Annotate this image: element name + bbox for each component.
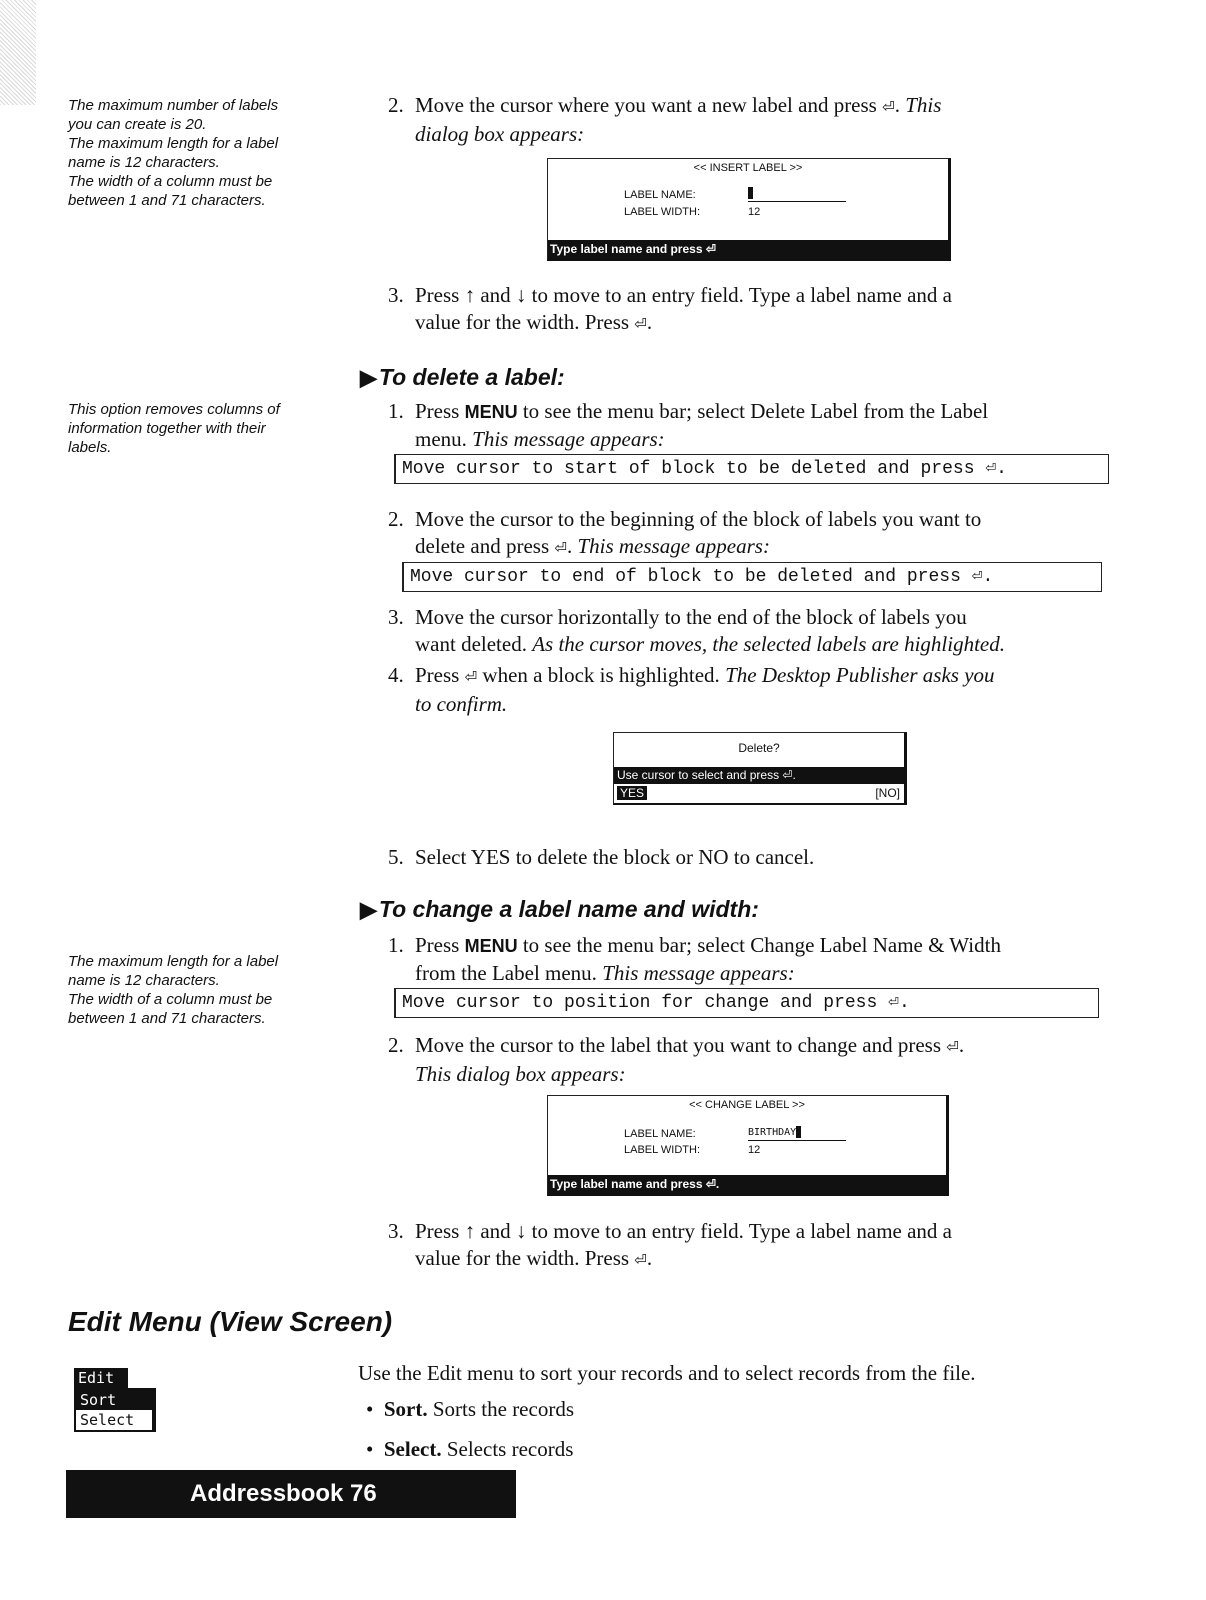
change-step-3: 3. Press ↑ and ↓ to move to an entry field. Type a label name and a value for the width. Press ⏎. [388, 1218, 1108, 1274]
enter-key-icon: ⏎ [971, 567, 983, 587]
step-text: Move the cursor to the label that you want to change and press [415, 1033, 942, 1057]
no-option[interactable]: [NO] [875, 786, 900, 800]
step-number: 3. [388, 1219, 404, 1243]
step-emphasis: This message appears: [577, 534, 770, 558]
sidenote-line: between 1 and 71 characters. [68, 1010, 266, 1027]
heading-text: To delete a label: [378, 364, 565, 390]
delete-label-heading [360, 364, 565, 391]
step-text: Move the cursor horizontally to the end of the block of labels you [415, 605, 967, 629]
enter-key-icon: ⏎ [705, 1177, 716, 1191]
delete-step-4 [388, 662, 1108, 718]
insert-label-dialog [547, 158, 951, 261]
step-text: menu. [415, 427, 467, 451]
label-width-field[interactable]: 12 [748, 206, 761, 218]
sidenote-line: name is 12 characters. [68, 154, 220, 171]
status-text: Type label name and press [550, 1177, 703, 1191]
delete-start-message-bar: Move cursor to start of block to be deleted and press ⏎. [394, 454, 1109, 484]
step-number: 3. [388, 283, 404, 307]
enter-key-icon: ⏎ [554, 539, 567, 557]
bullet-term: Select. [383, 1437, 442, 1461]
step-emphasis: to confirm. [415, 692, 508, 716]
enter-key-icon: ⏎ [985, 459, 997, 479]
enter-key-icon: ⏎ [705, 242, 716, 256]
menu-item-select[interactable]: Select [80, 1411, 135, 1429]
step-text: to see the menu bar; select Change Label Name & Width [522, 933, 1001, 957]
step-text: Press ↑ and ↓ to move to an entry field. Type a label name and a [415, 283, 952, 307]
bullet-desc: Sorts the records [432, 1397, 574, 1421]
yes-option[interactable]: YES [617, 786, 647, 800]
step-number: 4. [388, 663, 404, 687]
step-text: Press [415, 399, 460, 423]
label-name-caption: LABEL NAME: [624, 189, 696, 201]
enter-key-icon: ⏎ [634, 1251, 647, 1269]
step-text: Press [415, 663, 460, 687]
step-number: 2. [388, 1033, 404, 1057]
enter-key-icon: ⏎ [464, 668, 478, 686]
bullet-term: Sort. [383, 1397, 428, 1421]
change-message-bar: Move cursor to position for change and press ⏎. [394, 988, 1099, 1018]
step-text: from the Label menu. [415, 961, 597, 985]
dialog-title: << INSERT LABEL >> [693, 162, 803, 174]
enter-key-icon: ⏎ [888, 993, 899, 1013]
edit-menu-icon [74, 1368, 156, 1432]
step-text: Select YES to delete the block or NO to cancel. [415, 845, 815, 869]
sidenote-label-limits [68, 96, 338, 210]
bullet-dot: • [366, 1397, 379, 1421]
delete-step-3 [388, 604, 1108, 658]
no-option-label: NO [878, 786, 897, 800]
label-width-caption: LABEL WIDTH: [624, 206, 700, 218]
field-value: BIRTHDAY [748, 1127, 797, 1138]
edit-menu-title: Edit [74, 1368, 128, 1388]
change-step-2: 2. Move the cursor to the label that you want to change and press ⏎. This dialog box appears: [388, 1033, 965, 1086]
sidenote-line: The maximum length for a label [68, 135, 279, 152]
step-text: when a block is highlighted. [482, 663, 720, 687]
menu-key-label: MENU [464, 936, 518, 956]
label-name-field[interactable] [748, 1126, 846, 1141]
dialog-title: << CHANGE LABEL >> [689, 1099, 805, 1111]
step-number: 2. [388, 507, 404, 531]
scan-noise [0, 0, 36, 105]
step-text: Press ↑ and ↓ to move to an entry field. Type a label name and a [415, 1219, 952, 1243]
step-text: to see the menu bar; select Delete Label from the Label [522, 399, 989, 423]
delete-step-1 [388, 398, 1108, 453]
delete-step-2: 2. Move the cursor to the beginning of the block of labels you want to delete and press ⏎. This message appears: [388, 506, 1108, 562]
status-text: Use cursor to select and press [617, 768, 780, 782]
menu-key-label: MENU [464, 402, 518, 422]
step-emphasis: This message appears: [602, 961, 795, 985]
step-number: 1. [388, 933, 404, 957]
change-step-1 [388, 932, 1108, 987]
enter-key-icon: ⏎ [634, 315, 647, 333]
enter-key-icon: ⏎ [782, 768, 793, 782]
edit-menu-intro: Use the Edit menu to sort your records and to select records from the file. [358, 1361, 976, 1385]
step-emphasis: This message appears: [472, 427, 665, 451]
dialog-status-bar [548, 240, 948, 259]
arrow-right-icon: ▶ [360, 365, 377, 390]
sidenote-line: The width of a column must be [68, 991, 273, 1008]
arrow-right-icon: ▶ [360, 897, 377, 922]
step-emphasis: This [905, 93, 942, 117]
sidenote-line: This option removes columns of [68, 401, 280, 418]
delete-confirm-dialog [613, 732, 907, 805]
page-number: 76 [350, 1480, 377, 1507]
sidenote-line: you can create is 20. [68, 116, 207, 133]
step-text: value for the width. Press [415, 1246, 630, 1270]
message-text: Move cursor to start of block to be deleted and press [402, 459, 975, 479]
insert-step-2: 2. Move the cursor where you want a new label and press ⏎. This dialog box appears: [388, 93, 942, 146]
label-width-field[interactable]: 12 [748, 1144, 761, 1156]
sidenote-change-limits [68, 952, 338, 1028]
enter-key-icon: ⏎ [882, 98, 895, 116]
message-text: Move cursor to end of block to be deleted and press [410, 567, 961, 587]
step-emphasis: The Desktop Publisher asks you [725, 663, 995, 687]
step-text: want deleted. [415, 632, 527, 656]
page-footer [66, 1470, 516, 1518]
label-width-caption: LABEL WIDTH: [624, 1144, 700, 1156]
sidenote-line: labels. [68, 439, 112, 456]
step-text: value for the width. Press [415, 310, 630, 334]
bullet-desc: Selects records [446, 1437, 574, 1461]
sidenote-line: The maximum length for a label [68, 953, 279, 970]
step-emphasis: This dialog box appears: [415, 1062, 626, 1086]
delete-step-5 [388, 844, 1108, 871]
label-name-field[interactable] [748, 187, 846, 202]
sidenote-line: information together with their [68, 420, 266, 437]
message-text: Move cursor to position for change and press [402, 993, 878, 1013]
text-cursor [796, 1126, 801, 1138]
footer-book-title: Addressbook [190, 1480, 344, 1507]
change-label-heading [360, 896, 759, 923]
step-text: Move the cursor to the beginning of the block of labels you want to [415, 507, 982, 531]
sidenote-line: name is 12 characters. [68, 972, 220, 989]
bullet-dot: • [366, 1437, 379, 1461]
enter-key-icon: ⏎ [946, 1038, 959, 1056]
status-text: Type label name and press [550, 242, 703, 256]
step-text: Move the cursor where you want a new label and press [415, 93, 877, 117]
bullet-sort [366, 1396, 574, 1423]
step-number: 1. [388, 399, 404, 423]
delete-end-message-bar: Move cursor to end of block to be deleted and press ⏎. [402, 562, 1102, 592]
sidenote-line: The width of a column must be [68, 173, 273, 190]
step-emphasis: As the cursor moves, the selected labels are highlighted. [532, 632, 1005, 656]
bullet-select [366, 1436, 573, 1463]
text-cursor [748, 187, 753, 199]
step-text: delete and press [415, 534, 550, 558]
dialog-status-bar: Type label name and press ⏎. [548, 1175, 946, 1194]
change-label-dialog [547, 1095, 949, 1196]
step-emphasis: dialog box appears: [415, 122, 585, 146]
edit-menu-section-title: Edit Menu (View Screen) [68, 1306, 393, 1337]
sidenote-line: between 1 and 71 characters. [68, 192, 266, 209]
step-text: Press [415, 933, 460, 957]
dialog-title: Delete? [738, 741, 780, 755]
label-name-caption: LABEL NAME: [624, 1128, 696, 1140]
step-number: 3. [388, 605, 404, 629]
sidenote-line: The maximum number of labels [68, 97, 279, 114]
edit-menu-dropdown [74, 1388, 156, 1432]
sidenote-delete-info [68, 400, 338, 457]
dialog-status-bar: Use cursor to select and press ⏎. [614, 767, 904, 784]
heading-text: To change a label name and width: [378, 896, 759, 922]
menu-item-sort[interactable]: Sort [76, 1390, 152, 1410]
insert-step-3: 3. Press ↑ and ↓ to move to an entry field. Type a label name and a value for the width. Press ⏎. [388, 282, 1088, 338]
step-number: 2. [388, 93, 404, 117]
step-number: 5. [388, 845, 404, 869]
